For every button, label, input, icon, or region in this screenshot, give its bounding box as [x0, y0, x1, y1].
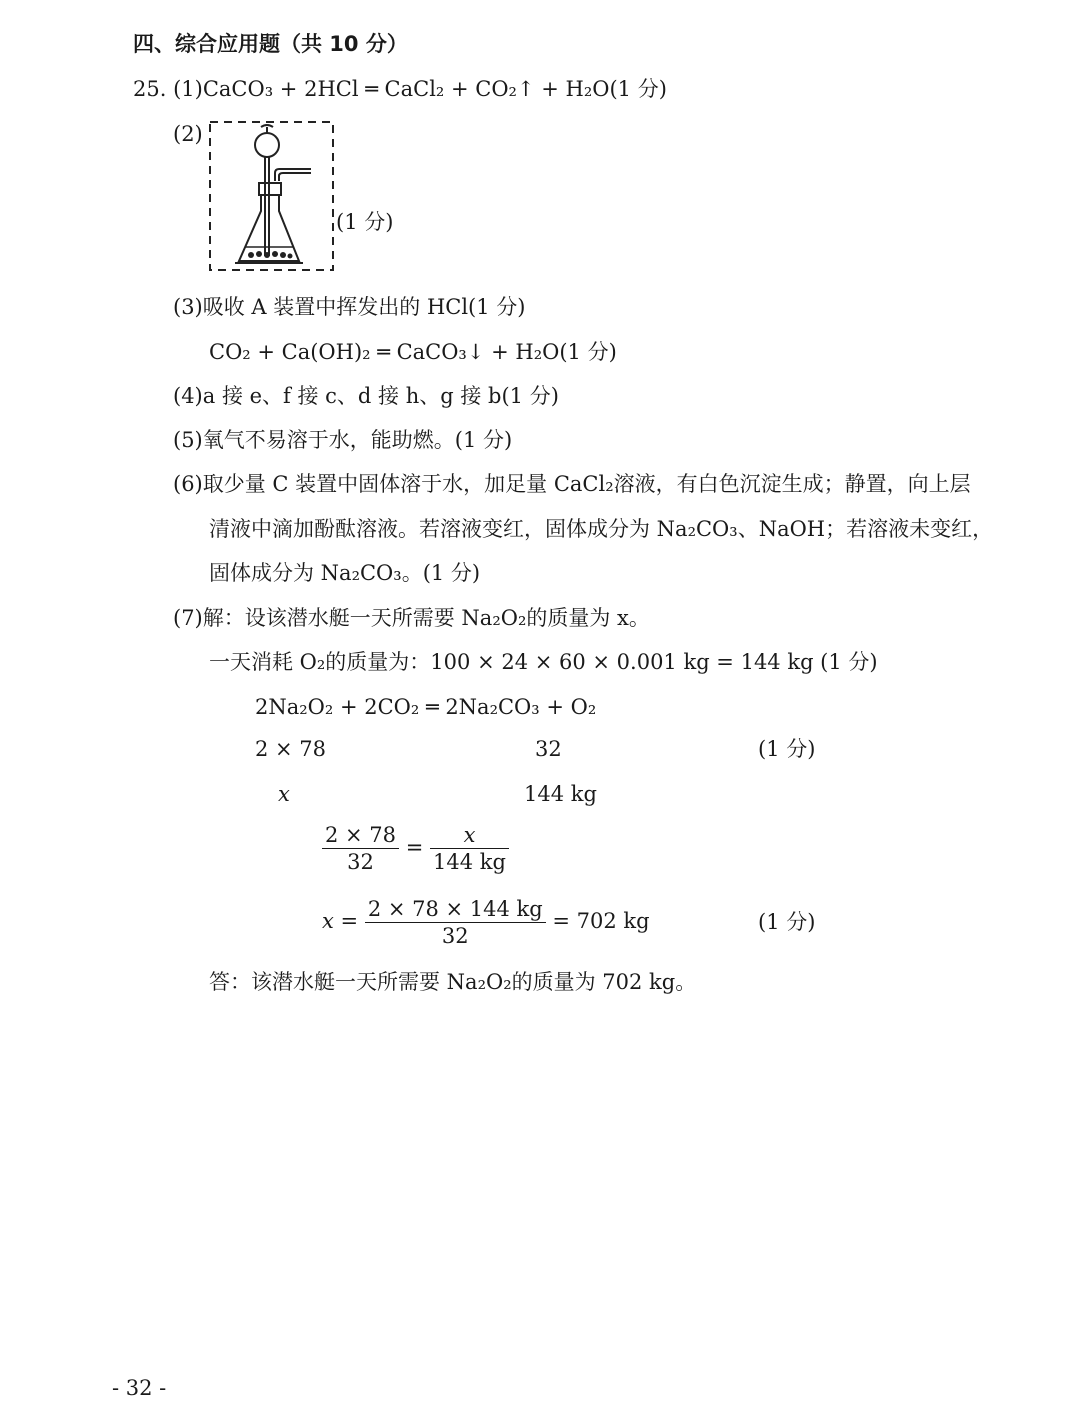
solve-fraction — [365, 896, 546, 949]
unknown-right: 144 kg — [524, 782, 597, 806]
proportion — [322, 822, 509, 875]
ratio-score: (1 分) — [758, 737, 816, 761]
section-title: 四、综合应用题（共 10 分） — [133, 32, 408, 56]
q25-part5 — [173, 426, 512, 454]
ratio-right: 32 — [535, 737, 562, 761]
part5-text: 氧气不易溶于水，能助燃。(1 分) — [202, 428, 513, 452]
equation-caco3-hcl: CaCO₃ + 2HCl ═ CaCl₂ + CO₂↑ + H₂O(1 分) — [202, 77, 667, 101]
q25-part7-intro — [173, 604, 650, 632]
part-label: (3) — [173, 295, 203, 319]
part3-text: 吸收 A 装置中挥发出的 HCl(1 分) — [202, 295, 526, 319]
part-label: (5) — [173, 428, 203, 452]
part2-label: (2) — [173, 122, 203, 146]
part4-text: a 接 e、f 接 c、d 接 h、g 接 b(1 分) — [202, 384, 559, 408]
part2-score: (1 分) — [336, 210, 394, 234]
fraction-numerator: 2 × 78 × 144 kg — [365, 896, 546, 923]
fraction-right — [430, 822, 509, 875]
part7-intro: 解：设该潜水艇一天所需要 Na₂O₂的质量为 x。 — [202, 606, 650, 630]
q25-part1 — [133, 75, 667, 103]
q25-part6-line1 — [173, 470, 971, 498]
part-label: (7) — [173, 606, 203, 630]
solve-score: (1 分) — [758, 910, 816, 934]
fraction-numerator: 2 × 78 — [322, 822, 399, 849]
o2-consumption: 一天消耗 O₂的质量为：100 × 24 × 60 × 0.001 kg = 144 kg (1 分) — [209, 650, 878, 674]
fraction-numerator: x — [430, 822, 509, 849]
solve-result: = 702 kg — [552, 909, 650, 933]
q25-part4 — [173, 382, 559, 410]
fraction-denominator: 144 kg — [433, 850, 506, 874]
flask-apparatus-icon — [209, 121, 334, 271]
equation-co2-caoh2: CO₂ + Ca(OH)₂ ═ CaCO₃↓ + H₂O(1 分) — [209, 340, 617, 364]
equals-sign: = — [405, 835, 424, 859]
part6-text3: 固体成分为 Na₂CO₃。(1 分) — [209, 561, 481, 585]
equation-na2o2-co2: 2Na₂O₂ + 2CO₂ ═ 2Na₂CO₃ + O₂ — [255, 695, 597, 719]
page-number: - 32 - — [112, 1376, 167, 1400]
solution — [322, 896, 650, 949]
part-label: (6) — [173, 472, 203, 496]
solve-variable: x = — [322, 909, 359, 933]
fraction-left — [322, 822, 399, 875]
part6-text2: 清液中滴加酚酞溶液。若溶液变红，固体成分为 Na₂CO₃、NaOH；若溶液未变红， — [209, 517, 994, 541]
part-label: (4) — [173, 384, 203, 408]
question-number: 25. — [133, 77, 167, 101]
q25-part3-line1 — [173, 293, 525, 321]
final-answer: 答：该潜水艇一天所需要 Na₂O₂的质量为 702 kg。 — [209, 970, 697, 994]
part6-text1: 取少量 C 装置中固体溶于水，加足量 CaCl₂溶液，有白色沉淀生成；静置，向上层 — [202, 472, 971, 496]
part-label: (1) — [173, 77, 203, 101]
fraction-denominator: 32 — [441, 924, 469, 948]
unknown-left: x — [278, 782, 290, 806]
ratio-left: 2 × 78 — [255, 737, 327, 761]
fraction-denominator: 32 — [347, 850, 374, 874]
